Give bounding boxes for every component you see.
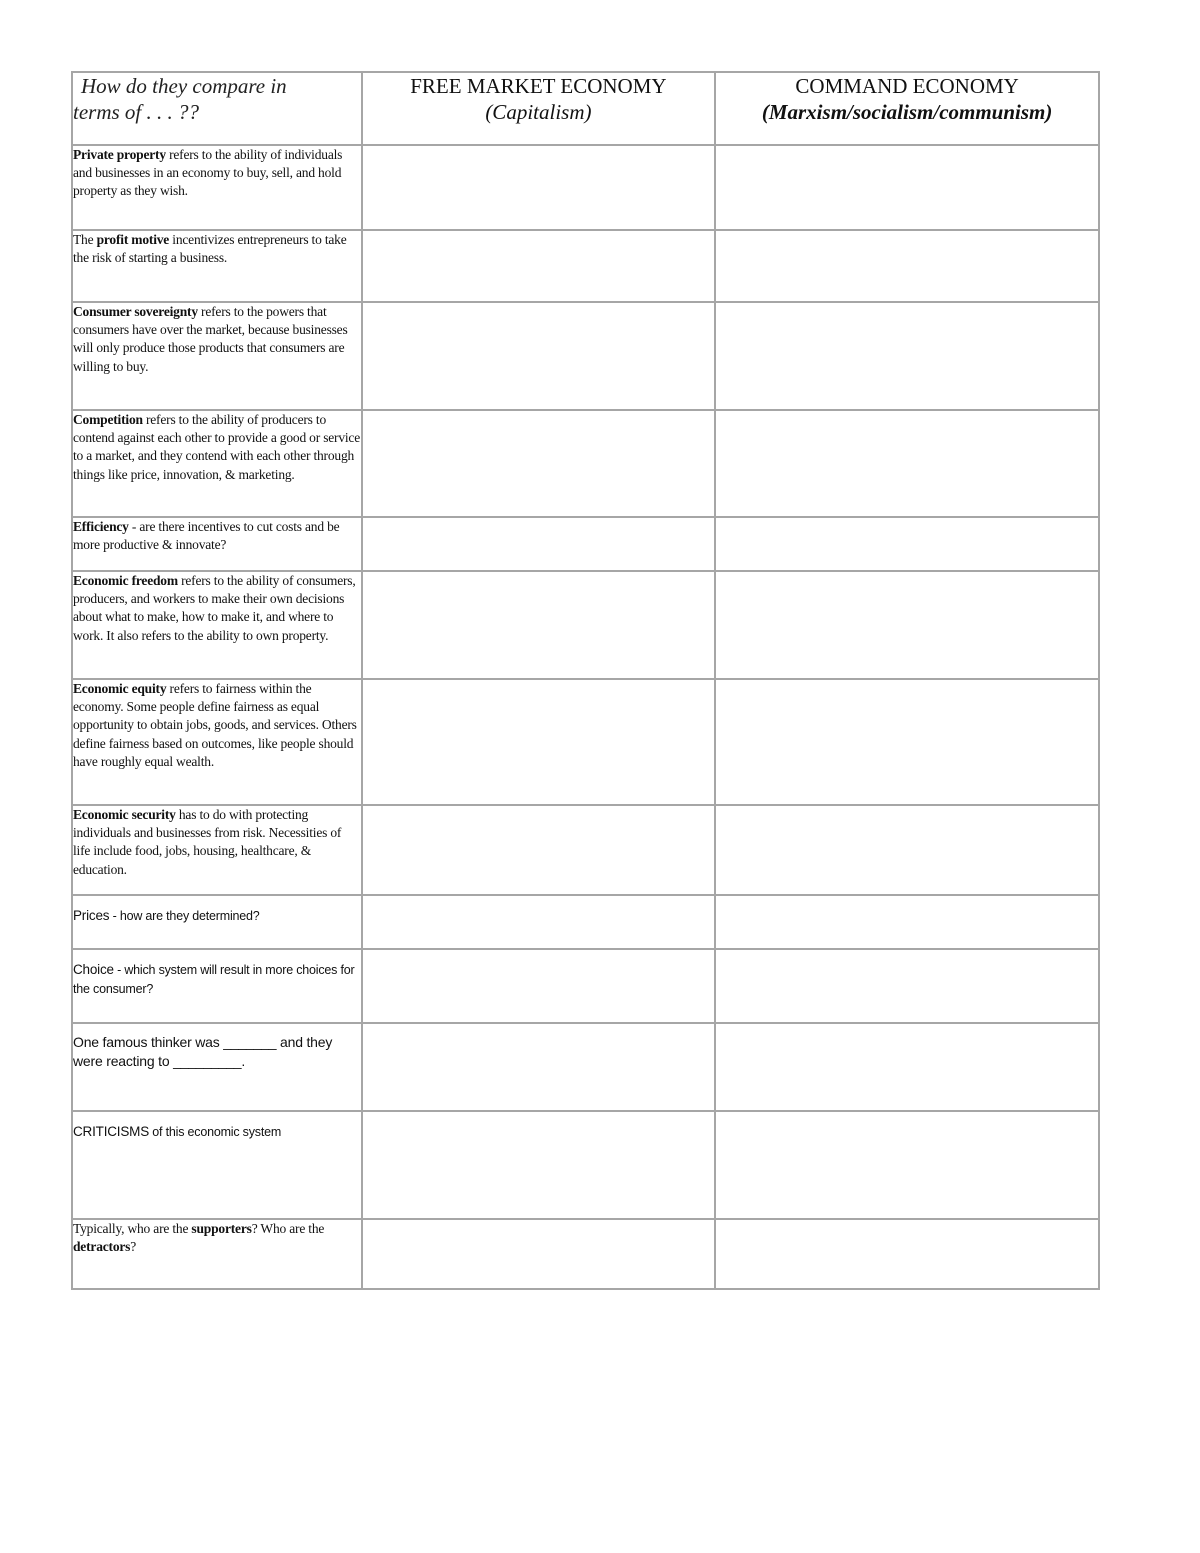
table-row bbox=[72, 1219, 1099, 1289]
row-question bbox=[72, 1111, 362, 1219]
free-market-answer-cell[interactable] bbox=[362, 302, 716, 410]
row-question bbox=[72, 230, 362, 302]
free-market-answer-cell[interactable] bbox=[362, 679, 716, 805]
row-text: incentivizes entrepreneurs to take the risk of starting a business. bbox=[73, 232, 347, 266]
command-answer-cell[interactable] bbox=[715, 1111, 1099, 1219]
row-text: One famous thinker was _______ and they were reacting to _________. bbox=[73, 1034, 333, 1069]
free-market-subtitle: (Capitalism) bbox=[485, 100, 592, 124]
row-question bbox=[72, 410, 362, 517]
row-text: refers to fairness within the economy. Some people define fairness as equal opportunity to obtain jobs, goods, and services. Others define fairness based on outcomes, like people should have roughly equal wealth. bbox=[73, 681, 357, 769]
command-answer-cell[interactable] bbox=[715, 1023, 1099, 1111]
command-answer-cell[interactable] bbox=[715, 302, 1099, 410]
table-row bbox=[72, 517, 1099, 571]
free-market-answer-cell[interactable] bbox=[362, 1111, 716, 1219]
command-answer-cell[interactable] bbox=[715, 230, 1099, 302]
command-header bbox=[715, 72, 1099, 145]
free-market-answer-cell[interactable] bbox=[362, 410, 716, 517]
row-question bbox=[72, 895, 362, 949]
table-row bbox=[72, 410, 1099, 517]
header-row bbox=[72, 72, 1099, 145]
command-subtitle: (Marxism/socialism/communism) bbox=[761, 100, 1053, 124]
free-market-header bbox=[362, 72, 716, 145]
row-lead: Prices bbox=[73, 908, 110, 923]
row-term: Economic equity bbox=[73, 681, 167, 696]
row-mid: ? Who are the bbox=[251, 1221, 325, 1236]
command-answer-cell[interactable] bbox=[715, 571, 1099, 679]
table-row bbox=[72, 571, 1099, 679]
row-term: Consumer sovereignty bbox=[73, 304, 198, 319]
row-pre: The bbox=[73, 232, 97, 247]
command-title: COMMAND ECONOMY bbox=[795, 74, 1019, 98]
command-answer-cell[interactable] bbox=[715, 895, 1099, 949]
row-question bbox=[72, 1023, 362, 1111]
command-answer-cell[interactable] bbox=[715, 517, 1099, 571]
question-header bbox=[72, 72, 362, 145]
row-term: Economic freedom bbox=[73, 573, 178, 588]
table-row bbox=[72, 302, 1099, 410]
row-term: Competition bbox=[73, 412, 143, 427]
free-market-answer-cell[interactable] bbox=[362, 895, 716, 949]
command-answer-cell[interactable] bbox=[715, 805, 1099, 895]
table-row bbox=[72, 1111, 1099, 1219]
row-text: - which system will result in more choices for the consumer? bbox=[73, 963, 355, 996]
row-term2: detractors bbox=[73, 1239, 131, 1255]
row-question bbox=[72, 1219, 362, 1289]
question-header-line2: terms of . . . ?? bbox=[73, 100, 199, 124]
free-market-answer-cell[interactable] bbox=[362, 805, 716, 895]
row-question bbox=[72, 949, 362, 1023]
comparison-table bbox=[71, 71, 1100, 1290]
row-pre: Typically, who are the bbox=[73, 1221, 192, 1236]
free-market-answer-cell[interactable] bbox=[362, 517, 716, 571]
command-answer-cell[interactable] bbox=[715, 410, 1099, 517]
row-question bbox=[72, 517, 362, 571]
row-question bbox=[72, 302, 362, 410]
command-answer-cell[interactable] bbox=[715, 1219, 1099, 1289]
row-term: supporters bbox=[191, 1221, 252, 1236]
row-question bbox=[72, 571, 362, 679]
table-row bbox=[72, 805, 1099, 895]
free-market-answer-cell[interactable] bbox=[362, 145, 716, 230]
row-term: Economic security bbox=[73, 807, 176, 822]
command-answer-cell[interactable] bbox=[715, 145, 1099, 230]
question-header-line1: How do they compare in bbox=[81, 74, 287, 98]
row-term: Private property bbox=[73, 147, 166, 162]
table-row bbox=[72, 679, 1099, 805]
table-row bbox=[72, 145, 1099, 230]
row-question bbox=[72, 805, 362, 895]
row-text: refers to the powers that consumers have over the market, because businesses will only produce those products that consumers are willing to buy. bbox=[73, 304, 348, 374]
command-answer-cell[interactable] bbox=[715, 949, 1099, 1023]
row-question bbox=[72, 145, 362, 230]
row-lead: Choice bbox=[73, 962, 114, 977]
free-market-answer-cell[interactable] bbox=[362, 571, 716, 679]
table-row bbox=[72, 230, 1099, 302]
command-answer-cell[interactable] bbox=[715, 679, 1099, 805]
free-market-answer-cell[interactable] bbox=[362, 230, 716, 302]
row-text: - how are they determined? bbox=[109, 909, 260, 923]
free-market-title: FREE MARKET ECONOMY bbox=[410, 74, 667, 98]
table-row bbox=[72, 949, 1099, 1023]
row-text: has to do with protecting individuals and businesses from risk. Necessities of life include food, jobs, housing, healthcare, & education. bbox=[73, 807, 342, 877]
row-term: profit motive bbox=[96, 232, 170, 247]
free-market-answer-cell[interactable] bbox=[362, 1219, 716, 1289]
row-text: refers to the ability of producers to contend against each other to provide a good or service to a market, and they contend with each other through things like price, innovation, & marketing. bbox=[73, 412, 361, 482]
row-text: refers to the ability of individuals and businesses in an economy to buy, sell, and hold property as they wish. bbox=[73, 147, 343, 199]
row-term: Efficiency bbox=[73, 519, 129, 534]
row-text: - are there incentives to cut costs and be more productive & innovate? bbox=[73, 519, 340, 553]
row-question bbox=[72, 679, 362, 805]
free-market-answer-cell[interactable] bbox=[362, 949, 716, 1023]
row-text: ? bbox=[130, 1239, 137, 1255]
table-row bbox=[72, 1023, 1099, 1111]
row-text: refers to the ability of consumers, producers, and workers to make their own decisions about what to make, how to make it, and where to work. It also refers to the ability to own property. bbox=[73, 573, 356, 643]
row-lead: CRITICISMS bbox=[73, 1124, 150, 1139]
row-text: of this economic system bbox=[149, 1125, 282, 1139]
free-market-answer-cell[interactable] bbox=[362, 1023, 716, 1111]
table-row bbox=[72, 895, 1099, 949]
